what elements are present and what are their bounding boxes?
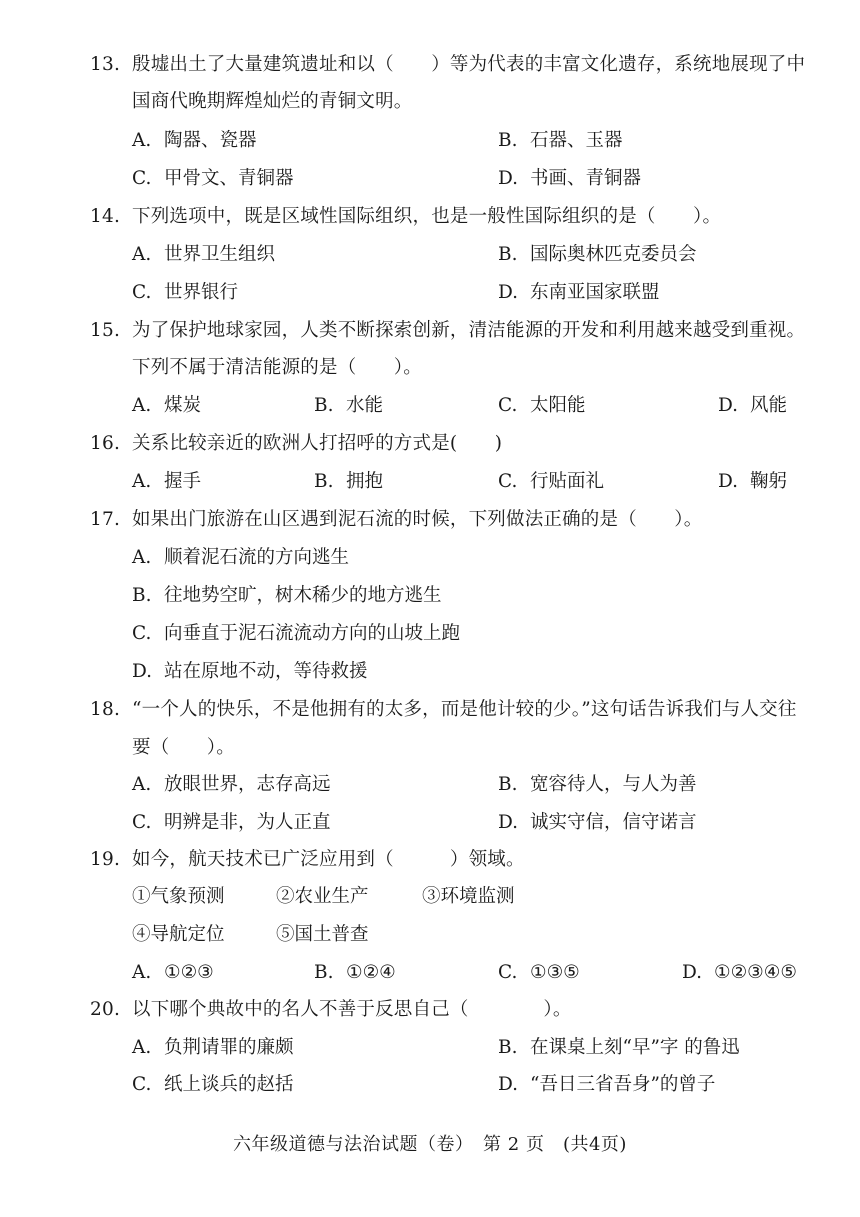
- option-16-c: C. 行贴面礼: [498, 471, 605, 492]
- question-number: 15.: [90, 320, 121, 341]
- question-18-line-1: [90, 697, 797, 723]
- question-14-line-1: [90, 204, 721, 230]
- question-text: 为了保护地球家园，人类不断探索创新，清洁能源的开发和利用越来越受到重视。: [132, 320, 806, 341]
- option-17-d: D. 站在原地不动，等待救援: [132, 661, 368, 682]
- question-number: 14.: [90, 206, 121, 227]
- statement-item-4: ④导航定位: [132, 924, 225, 945]
- option-13-d: D. 书画、青铜器: [498, 168, 642, 189]
- question-text: “一个人的快乐，不是他拥有的太多，而是他计较的少。”这句话告诉我们与人交往: [132, 699, 797, 720]
- option-15-b: B. 水能: [314, 395, 384, 416]
- question-19-line-1: [90, 847, 525, 873]
- option-18-c: C. 明辨是非，为人正直: [132, 812, 331, 833]
- statement-item-3: ③环境监测: [422, 886, 515, 907]
- option-20-d: D. “吾日三省吾身”的曾子: [498, 1074, 716, 1095]
- option-19-c: C. ①③⑤: [498, 962, 580, 983]
- option-18-d: D. 诚实守信，信守诺言: [498, 812, 697, 833]
- option-16-b: B. 拥抱: [314, 471, 384, 492]
- statement-item-1: ①气象预测: [132, 886, 225, 907]
- question-number: 20.: [90, 999, 121, 1020]
- option-19-a: A. ①②③: [132, 962, 214, 983]
- question-number: 19.: [90, 849, 121, 870]
- option-13-b: B. 石器、玉器: [498, 130, 623, 151]
- option-14-c: C. 世界银行: [132, 282, 239, 303]
- question-text: 以下哪个典故中的名人不善于反思自己（ ）。: [132, 999, 572, 1020]
- option-20-c: C. 纸上谈兵的赵括: [132, 1074, 294, 1095]
- option-18-a: A. 放眼世界，志存高远: [132, 774, 331, 795]
- question-text: 殷墟出土了大量建筑遗址和以（ ）等为代表的丰富文化遗存，系统地展现了中: [132, 54, 806, 75]
- question-15-line-2: 下列不属于清洁能源的是（ ）。: [132, 357, 422, 378]
- option-20-b: B. 在课桌上刻“早”字 的鲁迅: [498, 1037, 740, 1058]
- option-16-d: D. 鞠躬: [718, 471, 788, 492]
- question-13-line-1: [90, 52, 805, 78]
- page-footer: 六年级道德与法治试题（卷） 第 2 页 (共4页): [233, 1134, 627, 1155]
- question-number: 13.: [90, 54, 121, 75]
- question-text: 如今，航天技术已广泛应用到（ ）领域。: [132, 849, 525, 870]
- option-19-d: D. ①②③④⑤: [682, 962, 797, 983]
- option-19-b: B. ①②④: [314, 962, 396, 983]
- question-13-line-2: 国商代晚期辉煌灿烂的青铜文明。: [132, 91, 413, 112]
- question-20-line-1: [90, 997, 572, 1023]
- option-15-a: A. 煤炭: [132, 395, 202, 416]
- question-15-line-1: [90, 318, 805, 344]
- option-16-a: A. 握手: [132, 471, 202, 492]
- question-18-line-2: 要（ ）。: [132, 737, 235, 758]
- statement-item-2: ②农业生产: [276, 886, 369, 907]
- option-13-c: C. 甲骨文、青铜器: [132, 168, 294, 189]
- option-14-b: B. 国际奥林匹克委员会: [498, 244, 697, 265]
- question-number: 18.: [90, 699, 121, 720]
- question-text: 下列选项中，既是区域性国际组织，也是一般性国际组织的是（ ）。: [132, 206, 722, 227]
- option-17-b: B. 往地势空旷，树木稀少的地方逃生: [132, 585, 442, 606]
- question-number: 17.: [90, 509, 121, 530]
- option-20-a: A. 负荆请罪的廉颇: [132, 1037, 294, 1058]
- option-14-d: D. 东南亚国家联盟: [498, 282, 660, 303]
- question-16-line-1: [90, 431, 502, 457]
- question-text: 如果出门旅游在山区遇到泥石流的时候，下列做法正确的是（ ）。: [132, 509, 703, 530]
- question-text: 关系比较亲近的欧洲人打招呼的方式是( ): [132, 433, 503, 454]
- option-13-a: A. 陶器、瓷器: [132, 130, 257, 151]
- question-number: 16.: [90, 433, 121, 454]
- option-14-a: A. 世界卫生组织: [132, 244, 276, 265]
- option-18-b: B. 宽容待人，与人为善: [498, 774, 697, 795]
- statement-item-5: ⑤国土普查: [276, 924, 369, 945]
- question-17-line-1: [90, 507, 702, 533]
- option-15-c: C. 太阳能: [498, 395, 586, 416]
- option-17-a: A. 顺着泥石流的方向逃生: [132, 547, 350, 568]
- option-15-d: D. 风能: [718, 395, 788, 416]
- option-17-c: C. 向垂直于泥石流流动方向的山坡上跑: [132, 623, 461, 644]
